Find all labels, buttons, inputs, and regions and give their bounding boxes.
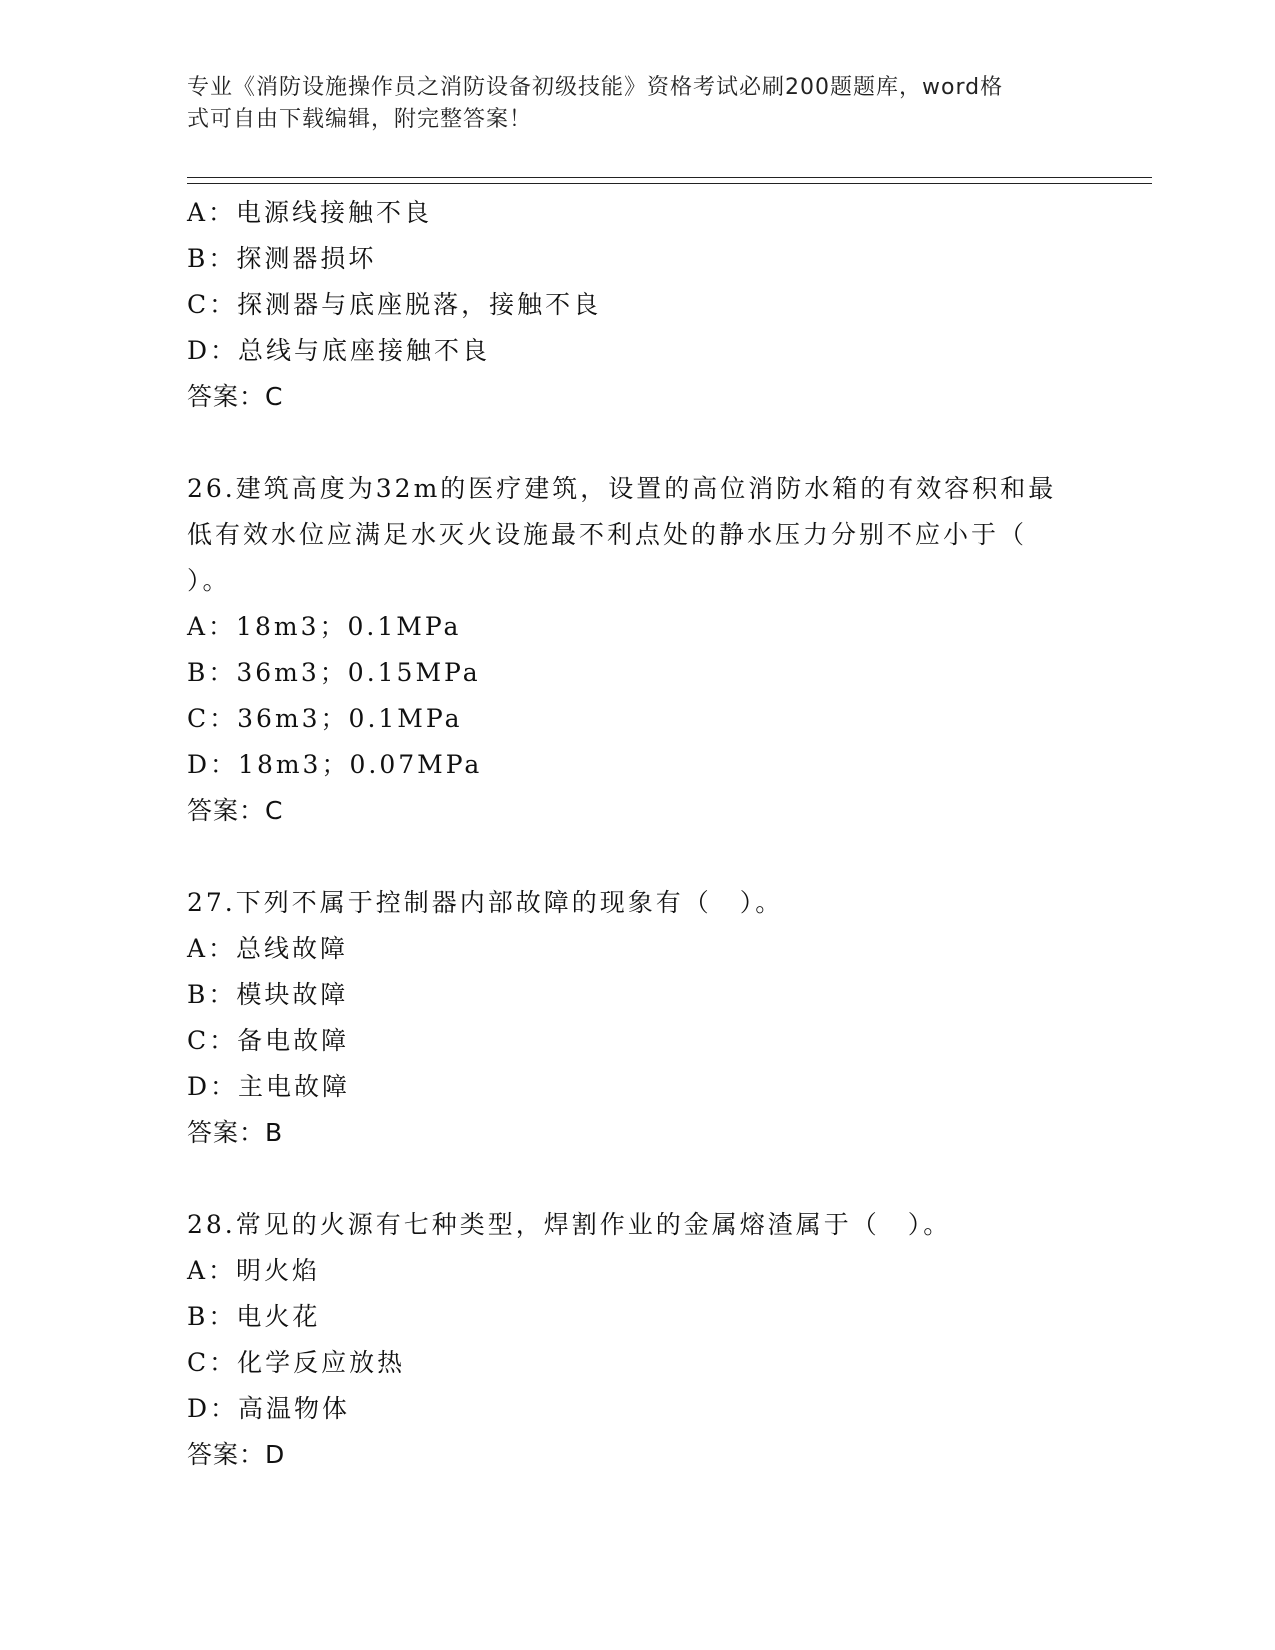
option-c: C：探测器与底座脱落，接触不良 <box>187 290 602 319</box>
question-stem: 26.建筑高度为32m的医疗建筑，设置的高位消防水箱的有效容积和最 <box>187 474 1057 503</box>
question-stem: 27.下列不属于控制器内部故障的现象有（ ）。 <box>187 888 784 917</box>
answer-line: 答案：C <box>187 382 284 411</box>
option-a: A：电源线接触不良 <box>187 198 433 227</box>
question-26 <box>187 466 1087 834</box>
option-b: B：模块故障 <box>187 980 349 1009</box>
spacer <box>187 1156 1087 1202</box>
option-a: A：明火焰 <box>187 1256 321 1285</box>
header-line-2: 式可自由下载编辑，附完整答案！ <box>187 107 533 132</box>
option-a: A：总线故障 <box>187 934 349 963</box>
header-divider-bottom <box>187 183 1152 184</box>
option-c: C：化学反应放热 <box>187 1348 406 1377</box>
option-b: B：36m3；0.15MPa <box>187 658 481 687</box>
question-stem: 28.常见的火源有七种类型，焊割作业的金属熔渣属于（ ）。 <box>187 1210 952 1239</box>
answer-line: 答案：B <box>187 1118 284 1147</box>
option-d: D：18m3；0.07MPa <box>187 750 483 779</box>
question-28 <box>187 1202 1087 1478</box>
option-a: A：18m3；0.1MPa <box>187 612 462 641</box>
question-25 <box>187 190 1087 420</box>
question-stem-cont: 低有效水位应满足水灭火设施最不利点处的静水压力分别不应小于（ <box>187 520 1028 549</box>
option-d: D：主电故障 <box>187 1072 351 1101</box>
answer-line: 答案：C <box>187 796 284 825</box>
option-b: B：电火花 <box>187 1302 321 1331</box>
spacer <box>187 420 1087 466</box>
option-d: D：高温物体 <box>187 1394 351 1423</box>
spacer <box>187 834 1087 880</box>
header-divider-top <box>187 177 1152 178</box>
answer-line: 答案：D <box>187 1440 286 1469</box>
question-list <box>187 190 1087 1478</box>
option-c: C：备电故障 <box>187 1026 350 1055</box>
header-line-1: 专业《消防设施操作员之消防设备初级技能》资格考试必刷200题题库，word格 <box>187 75 1004 100</box>
option-d: D：总线与底座接触不良 <box>187 336 491 365</box>
option-b: B：探测器损坏 <box>187 244 377 273</box>
document-header <box>187 72 1067 136</box>
question-stem-cont: ）。 <box>187 566 231 595</box>
question-27 <box>187 880 1087 1156</box>
option-c: C：36m3；0.1MPa <box>187 704 463 733</box>
